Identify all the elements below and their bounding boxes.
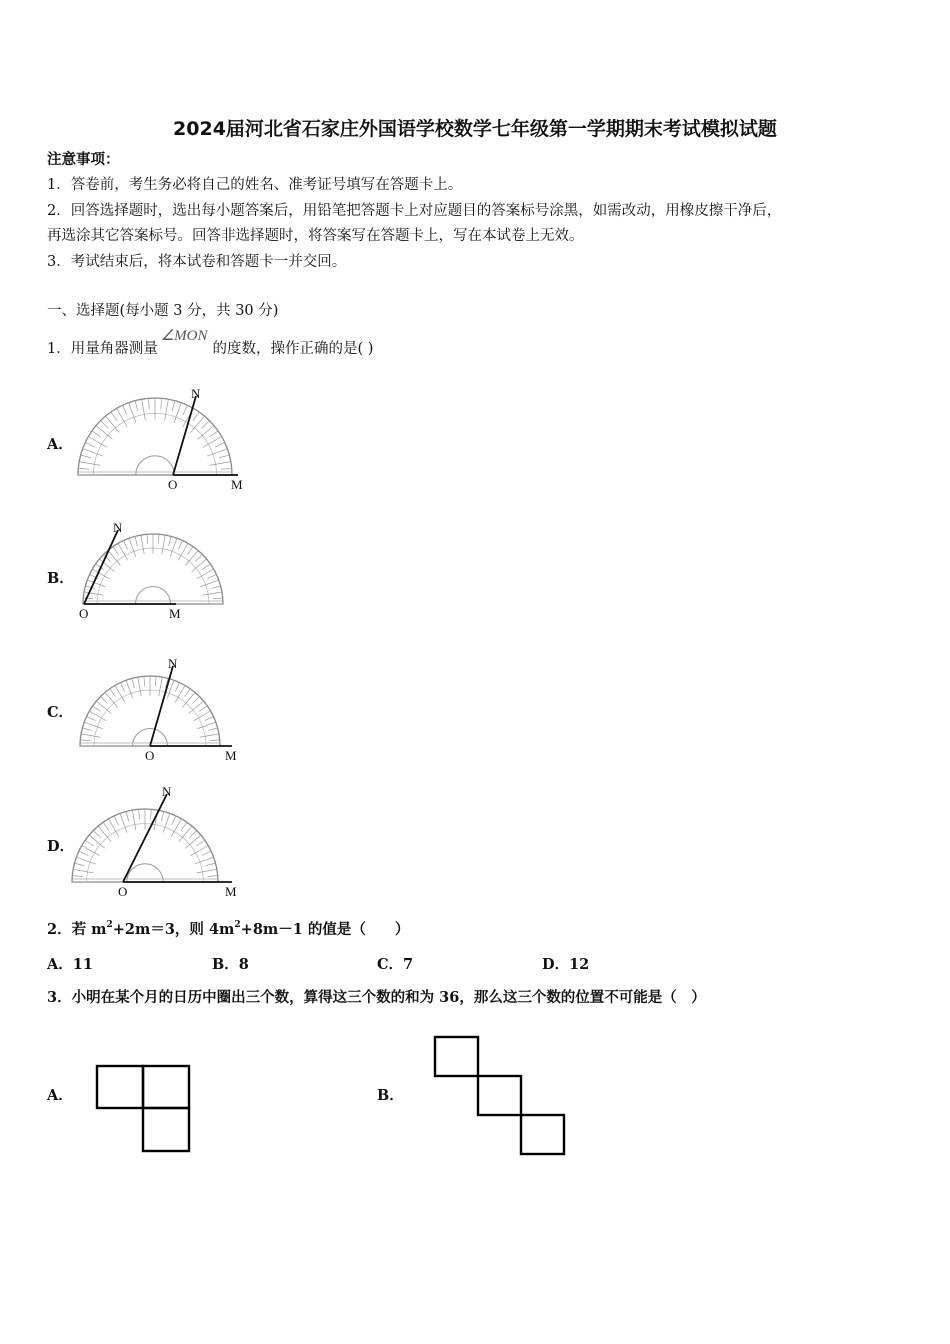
q1-option-a-label: A．	[47, 436, 73, 453]
q2-text-1: 2．若 m	[47, 921, 107, 938]
point-label-m: M	[231, 477, 243, 492]
notice-item-1: 1．答卷前，考生务必将自己的姓名、准考证号填写在答题卡上。	[47, 177, 463, 193]
notice-item-2-cont: 再选涂其它答案标号。回答非选择题时，将答案写在答题卡上，写在本试卷上无效。	[47, 228, 584, 244]
page-title: 2024届河北省石家庄外国语学校数学七年级第一学期期末考试模拟试题	[173, 118, 777, 140]
q1-option-c-label: C．	[47, 704, 74, 721]
q1-stem-post: 的度数，操作正确的是( )	[212, 341, 374, 357]
notice-item-2: 2．回答选择题时，选出每小题答案后，用铅笔把答题卡上对应题目的答案标号涂黑，如需改动，用橡皮擦干净后，	[47, 203, 782, 219]
q1-option-b-label: B．	[47, 570, 74, 587]
q2-option-b: B．8	[212, 956, 249, 973]
q2-sup-2: 2	[234, 920, 241, 930]
q1-stem-pre: 1．用量角器测量	[47, 341, 158, 357]
q1-option-d-label: D．	[47, 838, 75, 855]
section-heading: 一、选择题(每小题 3 分，共 30 分)	[47, 303, 279, 319]
point-label-n: N	[168, 656, 178, 671]
point-label-o: O	[145, 748, 155, 763]
point-label-n: N	[191, 386, 201, 401]
notice-item-3: 3．考试结束后，将本试卷和答题卡一并交回。	[47, 254, 347, 270]
q2-text-2: +2m＝3，则 4m	[112, 921, 235, 938]
notice-heading: 注意事项：	[47, 151, 120, 168]
q3-option-a-label: A．	[47, 1087, 73, 1104]
calendar-cell	[478, 1076, 521, 1115]
point-label-o: O	[118, 884, 128, 899]
q2-option-d: D．12	[542, 956, 590, 973]
q3-stem: 3．小明在某个月的日历中圈出三个数，算得这三个数的和为 36，那么这三个数的位置不可能是（ ）	[47, 989, 706, 1006]
calendar-cell	[521, 1115, 564, 1154]
q1-angle: ∠MON	[160, 328, 208, 344]
q2-sup-1: 2	[106, 920, 113, 930]
point-label-m: M	[225, 748, 237, 763]
point-label-o: O	[168, 477, 178, 492]
calendar-cell	[435, 1037, 478, 1076]
q2-text-3: +8m－1 的值是（ ）	[240, 921, 410, 938]
point-label-m: M	[225, 884, 237, 899]
point-label-n: N	[162, 784, 172, 799]
point-label-m: M	[169, 606, 181, 621]
point-label-o: O	[79, 606, 89, 621]
q2-option-a: A．11	[47, 956, 93, 973]
q3-option-b-label: B．	[377, 1087, 404, 1104]
point-label-n: N	[113, 520, 123, 535]
q2-option-c: C．7	[377, 956, 414, 973]
